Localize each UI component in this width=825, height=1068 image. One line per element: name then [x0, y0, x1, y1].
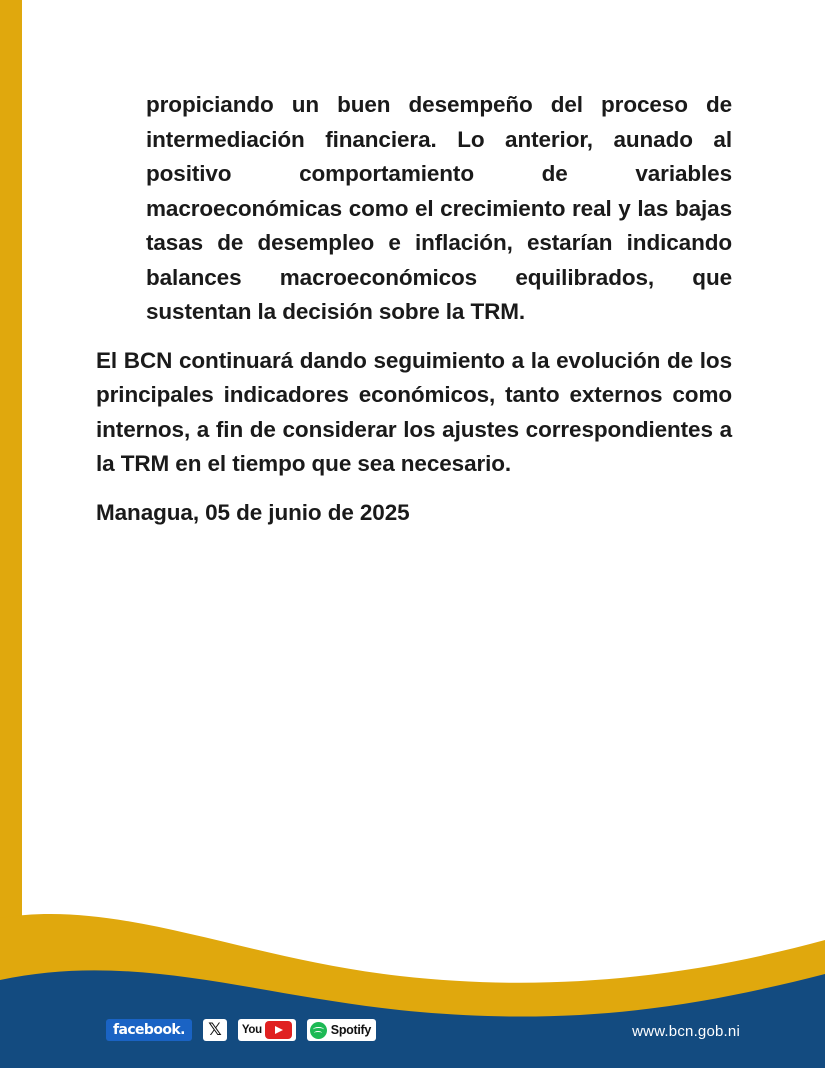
- youtube-play-icon: [265, 1021, 292, 1039]
- spotify-label: Spotify: [330, 1023, 372, 1037]
- youtube-icon[interactable]: [238, 1019, 296, 1041]
- youtube-label: You: [241, 1024, 262, 1036]
- x-twitter-icon[interactable]: 𝕏: [203, 1019, 227, 1041]
- document-body: [96, 88, 732, 530]
- paragraph-1: propiciando un buen desempeño del proceso de intermediación financiera. Lo anterior, aunado al positivo comportamiento de variables macroeconómicas como el crecimiento real y las bajas tasas de desempleo e inflación, estarían indicando balances macroeconómicos equilibrados, que sustentan la decisión sobre la TRM.: [146, 92, 732, 324]
- paragraph-date: Managua, 05 de junio de 2025: [96, 499, 410, 525]
- spotify-mark-icon: [310, 1022, 327, 1039]
- social-links[interactable]: [106, 1018, 376, 1042]
- spotify-icon[interactable]: [307, 1019, 376, 1041]
- website-url[interactable]: www.bcn.gob.ni: [632, 1023, 740, 1040]
- paragraph-2: El BCN continuará dando seguimiento a la evolución de los principales indicadores económicos, tanto externos como internos, a fin de considerar los ajustes correspondientes a la TRM en el tiempo que sea necesario.: [96, 347, 732, 476]
- facebook-icon[interactable]: facebook.: [106, 1019, 192, 1041]
